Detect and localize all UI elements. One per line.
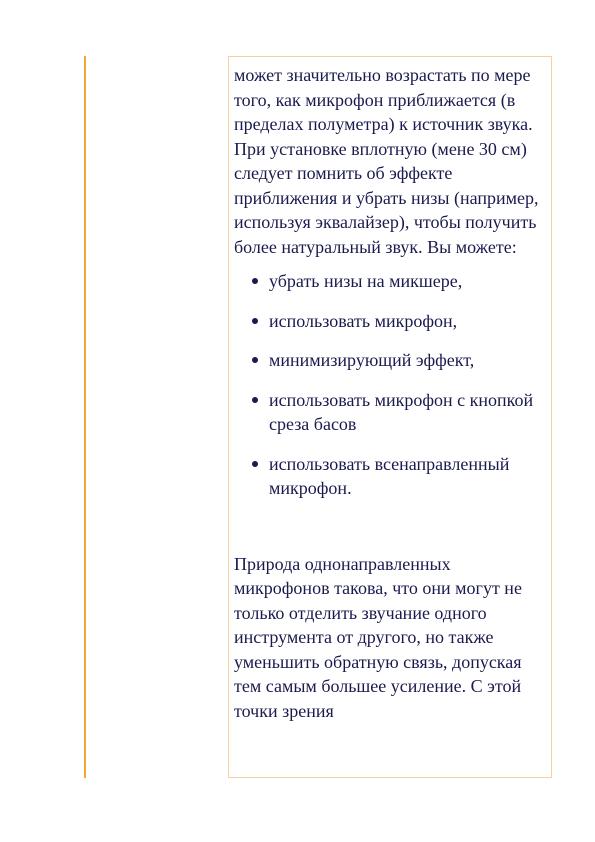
list-item-text: использовать всенаправленный микрофон.	[269, 453, 510, 498]
bullet-icon	[252, 461, 258, 467]
list-item	[252, 452, 545, 501]
list-item	[252, 388, 545, 437]
bullet-icon	[252, 397, 258, 403]
bullet-icon	[252, 357, 258, 363]
bullet-list	[234, 269, 545, 501]
left-margin-rule	[84, 56, 86, 778]
list-item	[252, 309, 545, 334]
bullet-icon	[252, 318, 258, 324]
list-item	[252, 348, 545, 373]
body-paragraph-1: может значительно возрастать по мере того, как микрофон приближается (в пределах полуметра) к источник звука. При установке вплотную (мене 30 см) следует помнить об эффекте приближения и убрать низы (например, используя эквалайзер), чтобы получить более натуральный звук. Вы можете:	[234, 65, 539, 257]
bullet-icon	[252, 278, 258, 284]
body-paragraph-2: Природа однонаправленных микрофонов такова, что они могут не только отделить звучание одного инструмента от другого, но также уменьшить обратную связь, допуская тем самым большее усиление. С этой точки зрения	[234, 553, 522, 721]
list-item-text: минимизирующий эффект,	[269, 350, 475, 370]
list-item-text: использовать микрофон,	[269, 310, 458, 331]
list-item-text: использовать микрофон с кнопкой среза басов	[269, 389, 534, 434]
list-item	[252, 269, 545, 294]
list-item-text: убрать низы на микшере,	[269, 271, 463, 291]
text-frame	[228, 56, 552, 778]
